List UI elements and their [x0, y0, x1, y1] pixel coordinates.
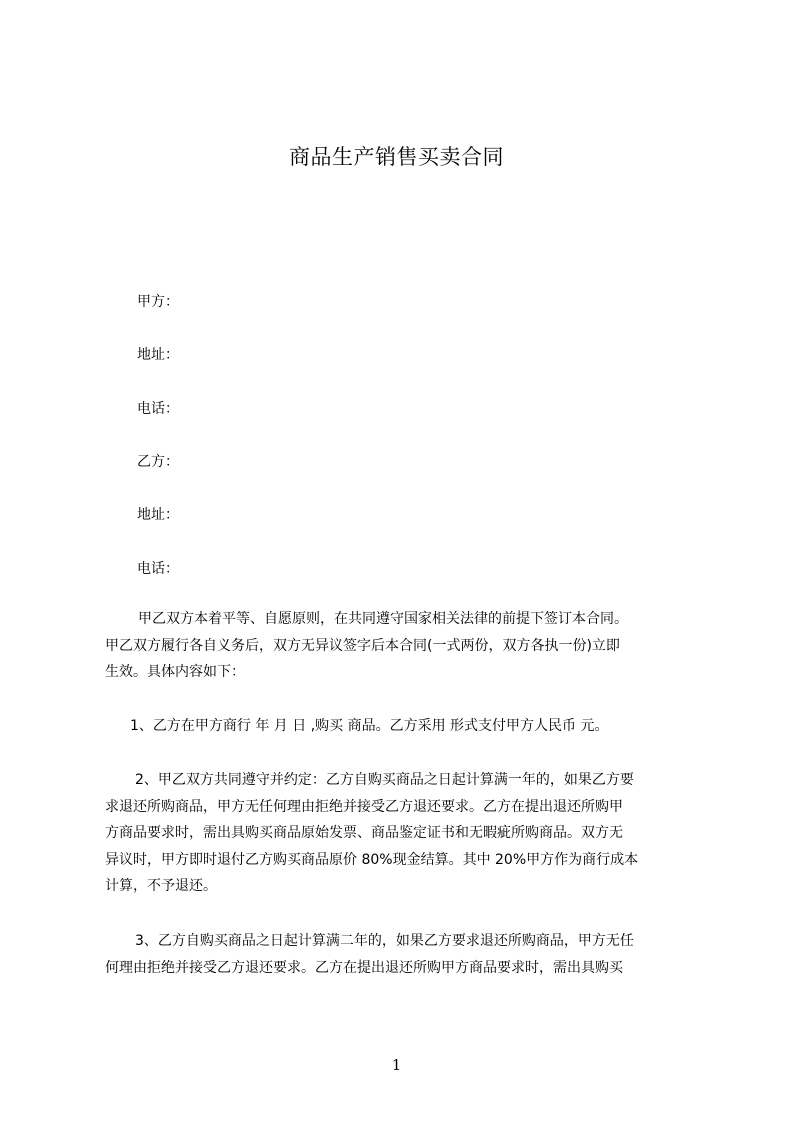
clause-line: 2、甲乙双方共同遵守并约定：乙方自购买商品之日起计算满一年的，如果乙方要: [135, 772, 634, 788]
intro-line: 甲乙双方本着平等、自愿原则，在共同遵守国家相关法律的前提下签订本合同。: [138, 611, 628, 627]
clause-line: 何理由拒绝并接受乙方退还要求。乙方在提出退还所购甲方商品要求时，需出具购买: [105, 959, 623, 976]
party-a-phone-label: 电话：: [137, 401, 179, 417]
intro-line: 生效。具体内容如下：: [105, 664, 245, 680]
party-b-address-label: 地址：: [137, 507, 179, 523]
clause-line: 1、乙方在甲方商行 年 月 日 ,购买 商品。乙方采用 形式支付甲方人民币 元。: [130, 718, 609, 734]
party-b-label: 乙方：: [137, 454, 179, 470]
intro-line: 甲乙双方履行各自义务后，双方无异议签字后本合同(一式两份，双方各执一份)立即: [105, 637, 620, 654]
document-title: 商品生产销售买卖合同: [289, 145, 504, 169]
clause-line: 求退还所购商品，甲方无任何理由拒绝并接受乙方退还要求。乙方在提出退还所购甲: [105, 798, 623, 815]
party-b-phone-label: 电话：: [137, 561, 179, 577]
clause-line: 方商品要求时，需出具购买商品原始发票、商品鉴定证书和无暇疵所购商品。双方无: [105, 825, 623, 841]
party-a-address-label: 地址：: [137, 347, 179, 363]
clause-3: [105, 928, 705, 981]
page-number: 1: [391, 1056, 402, 1074]
clause-line: 计算，不予退还。: [105, 878, 217, 894]
intro-paragraph: [105, 606, 705, 686]
clause-2: [105, 767, 705, 900]
clause-1: [105, 713, 705, 740]
clause-line: 异议时，甲方即时退付乙方购买商品原价 80%现金结算。其中 20%甲方作为商行成本: [105, 851, 639, 868]
party-a-label: 甲方：: [137, 294, 179, 310]
clause-line: 3、乙方自购买商品之日起计算满二年的，如果乙方要求退还所购商品，甲方无任: [135, 933, 634, 949]
